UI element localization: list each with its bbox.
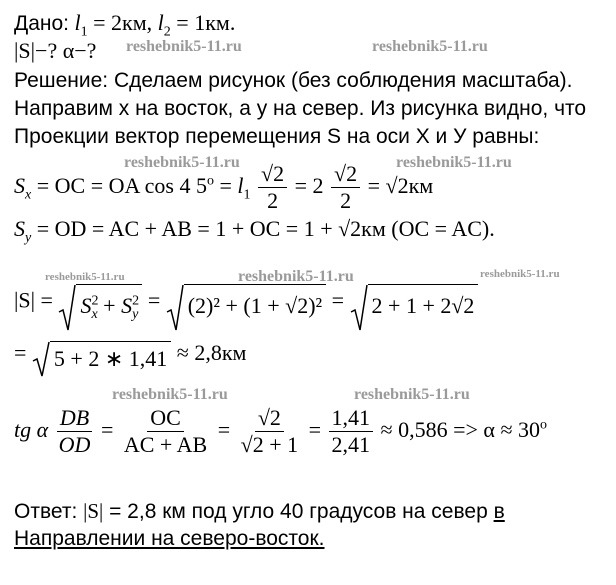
sx-fraction-1 xyxy=(258,161,287,214)
modulus-line2-result: ≈ 2,8км xyxy=(176,340,247,365)
tg-eq1: = xyxy=(100,417,114,442)
sx-lhs: S xyxy=(14,173,25,198)
sx-eq4: = xyxy=(367,173,381,198)
sx-lhs-sub: x xyxy=(25,187,32,203)
answer-modulus: |S| xyxy=(83,499,104,523)
given-line xyxy=(14,10,236,40)
l2-value: = 1км. xyxy=(176,10,236,35)
tg-fraction-2 xyxy=(121,405,210,458)
tg-eq3: = xyxy=(308,417,322,442)
modulus-eq2: = xyxy=(331,287,345,313)
sum-plus: + xyxy=(103,293,122,318)
sx-eq2: = xyxy=(219,173,232,198)
sum-a-sub: x xyxy=(91,307,98,323)
find-line xyxy=(14,38,96,64)
sy-eq: = OD = AC + AB = 1 + OC = 1 + √2км (OC = AC). xyxy=(36,216,495,241)
tg-fraction-4 xyxy=(329,405,374,458)
tg-f4-num: 1,41 xyxy=(329,405,374,432)
sx-frac1-num: √2 xyxy=(258,161,287,188)
tg-fraction-1 xyxy=(56,405,94,458)
modulus-line2-eq: = xyxy=(14,340,27,365)
tg-f3-den: √2 + 1 xyxy=(240,432,299,458)
sx-frac2-num: √2 xyxy=(331,161,360,188)
l2-var: l xyxy=(157,10,164,35)
solution-line-3: Проекции вектор перемещения S на оси X и У равны: xyxy=(14,125,540,148)
l2-sub: 2 xyxy=(163,24,171,40)
tg-lhs: tg α xyxy=(14,417,49,442)
sx-eq1: = OC = OA cos 4 5 xyxy=(36,173,207,198)
sum-a-sup: 2 xyxy=(91,293,99,309)
watermark: reshebnik5-11.ru xyxy=(45,271,125,283)
given-label: Дано: xyxy=(14,12,70,35)
sx-frac1-den: 2 xyxy=(267,188,279,214)
tg-f4-den: 2,41 xyxy=(331,432,371,458)
sy-lhs-sub: y xyxy=(25,230,32,246)
answer-line-2: Направлении на северо-восток. xyxy=(14,527,325,550)
watermark: reshebnik5-11.ru xyxy=(372,38,488,55)
watermark: reshebnik5-11.ru xyxy=(354,386,470,403)
sx-deg: o xyxy=(206,173,214,189)
answer-line-1 xyxy=(14,498,505,525)
tg-eq2: = xyxy=(217,417,231,442)
tg-f1-den: OD xyxy=(58,432,91,458)
answer-text: = 2,8 км под угло 40 градусов на север xyxy=(103,500,494,523)
tg-fraction-3 xyxy=(238,405,301,458)
sum-b: S xyxy=(121,293,133,318)
l1-sub: 1 xyxy=(80,24,88,40)
tg-f2-den: AC + AB xyxy=(123,432,208,458)
modulus-expr3: 2 + 1 + 2√2 xyxy=(368,284,479,321)
tg-equation xyxy=(14,404,547,458)
modulus-eq: = xyxy=(147,287,161,313)
watermark: reshebnik5-11.ru xyxy=(238,268,354,285)
modulus-sqrt-1 xyxy=(58,284,142,321)
solution-line-1: Решение: Сделаем рисунок (без соблюдения масштаба). xyxy=(14,69,573,92)
sx-eq3: = 2 xyxy=(294,173,324,198)
l1-var: l xyxy=(74,10,81,35)
tg-f3-num: √2 xyxy=(255,405,284,432)
modulus-expr2: (2)² + (1 + √2)² xyxy=(184,284,326,321)
sx-l: l xyxy=(237,173,244,198)
sx-result: √2км xyxy=(385,173,434,198)
tg-deg: o xyxy=(540,417,548,433)
modulus-line2-expr: 5 + 2 ∗ 1,41 xyxy=(50,341,171,374)
find-modulus: |S|−? xyxy=(14,38,58,63)
sx-frac2-den: 2 xyxy=(340,188,352,214)
tg-result: ≈ 0,586 => α ≈ 30 xyxy=(380,417,541,442)
sy-lhs: S xyxy=(14,216,25,241)
sum-b-sup: 2 xyxy=(132,293,140,309)
modulus-sqrt-3 xyxy=(350,284,479,321)
sx-fraction-2 xyxy=(331,161,360,214)
watermark: reshebnik5-11.ru xyxy=(112,386,228,403)
sum-a: S xyxy=(80,293,92,318)
solution-line-2: Направим x на восток, а y на север. Из рисунка видно, что xyxy=(14,97,587,120)
watermark: reshebnik5-11.ru xyxy=(396,154,512,171)
modulus-lhs: |S| = xyxy=(14,287,53,313)
tg-f2-num: OC xyxy=(147,405,184,432)
tg-f1-num: DB xyxy=(57,405,92,432)
watermark: reshebnik5-11.ru xyxy=(126,38,242,55)
answer-label: Ответ: xyxy=(14,500,84,523)
l1-value: = 2км, xyxy=(93,10,153,35)
watermark: reshebnik5-11.ru xyxy=(480,268,560,280)
answer-text-end: в xyxy=(493,500,505,523)
sy-equation xyxy=(14,216,495,246)
find-alpha: α−? xyxy=(62,38,97,63)
modulus-equation xyxy=(14,284,478,321)
sx-l-sub: 1 xyxy=(243,187,251,203)
watermark: reshebnik5-11.ru xyxy=(124,154,240,171)
sum-b-sub: y xyxy=(132,307,139,323)
modulus-line-2 xyxy=(14,340,246,374)
modulus-sqrt-4 xyxy=(32,341,171,374)
modulus-sqrt-2 xyxy=(166,284,326,321)
